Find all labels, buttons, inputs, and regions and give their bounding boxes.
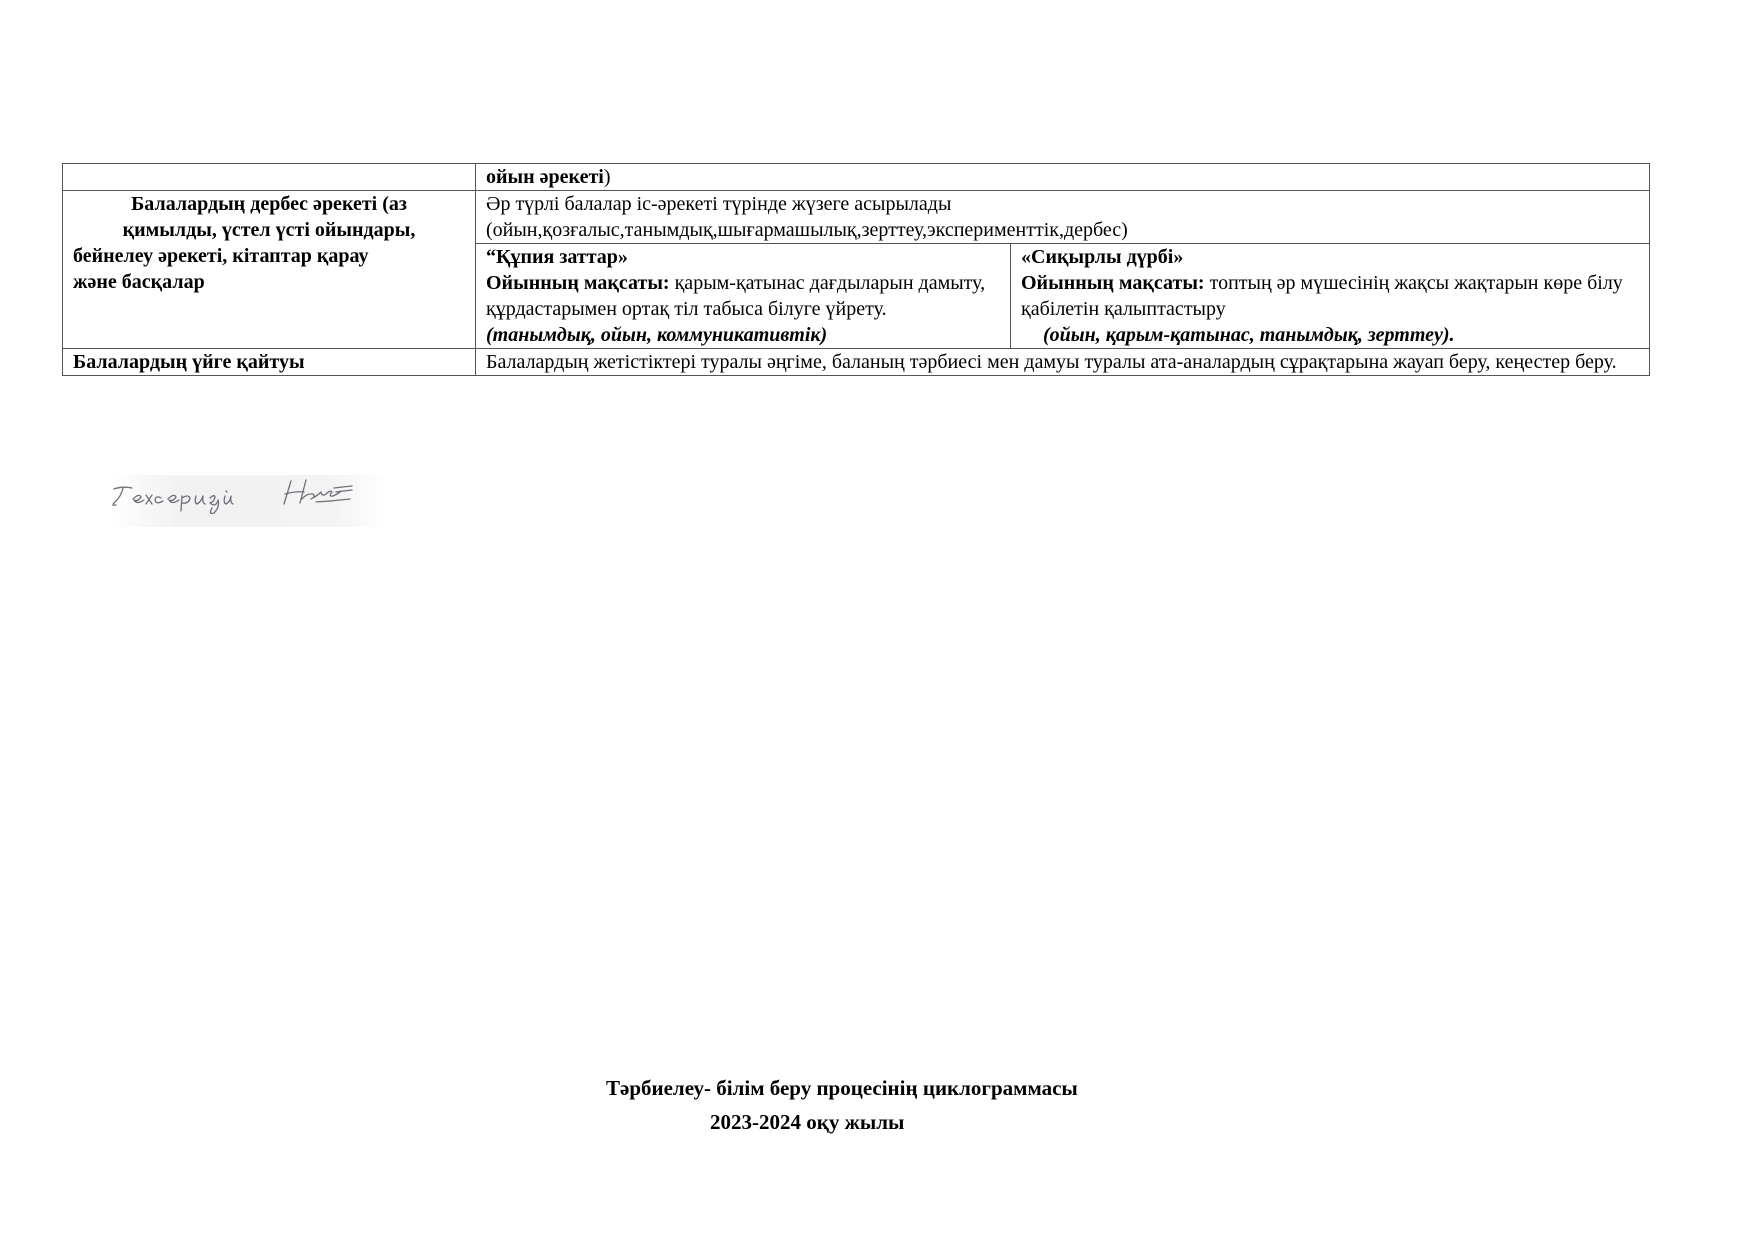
title-line: Тәрбиелеу- білім беру процесінің циклограммасы: [606, 1076, 1078, 1100]
activity-areas: (ойын, қарым-қатынас, танымдық, зерттеу).: [1043, 324, 1455, 346]
game-title: “Құпия заттар»: [486, 246, 628, 268]
signature-icon: [108, 475, 388, 527]
going-home-text-cell: Балалардың жетістіктері туралы әңгіме, баланың тәрбиесі мен дамуы туралы ата-аналардың сұрақтарына жауап беру, кеңестер беру.: [476, 349, 1650, 376]
game-cell-magic-binoculars: [1011, 244, 1650, 349]
game-title: «Сиқырлы дүрбі»: [1021, 246, 1184, 268]
activity-text: ойын әрекеті: [486, 166, 604, 188]
closing-paren: ): [603, 166, 611, 188]
academic-year: 2023-2024 оқу жылы: [710, 1110, 905, 1134]
goal-label: Ойынның мақсаты:: [486, 272, 670, 294]
empty-cell: [63, 164, 476, 191]
goal-text: топтың әр мүшесінің жақсы жақтарын көре білу қабілетін қалыптастыру: [1021, 272, 1623, 320]
label-line: және басқалар: [73, 271, 205, 293]
goal-text: қарым-қатынас дағдыларын дамыту, құрдастарымен ортақ тіл табыса білуге үйрету.: [486, 272, 986, 320]
table-row: [63, 164, 1650, 191]
label-line: Балалардың дербес әрекеті (аз: [131, 193, 407, 215]
handwritten-signature: [108, 475, 388, 527]
daily-plan-table: [62, 163, 1650, 376]
independent-activity-label-cell: [63, 191, 476, 349]
going-home-label-cell: Балалардың үйге қайтуы: [63, 349, 476, 376]
table-row: [63, 191, 1650, 244]
activity-forms-cell: [476, 191, 1650, 244]
label-line: бейнелеу әрекеті, кітаптар қарау: [73, 245, 369, 267]
goal-label: Ойынның мақсаты:: [1021, 272, 1205, 294]
table-row: [63, 349, 1650, 376]
activity-forms-line: Әр түрлі балалар іс-әрекеті түрінде жүзеге асырылады: [486, 193, 952, 215]
activity-forms-line: (ойын,қозғалыс,танымдық,шығармашылық,зерттеу,эксперименттік,дербес): [486, 219, 1128, 241]
game-cell-secret-objects: [476, 244, 1011, 349]
continued-activity-cell: [476, 164, 1650, 191]
activity-areas: (танымдық, ойын, коммуникативтік): [486, 324, 828, 346]
label-line: қимылды, үстел үсті ойындары,: [122, 219, 416, 241]
